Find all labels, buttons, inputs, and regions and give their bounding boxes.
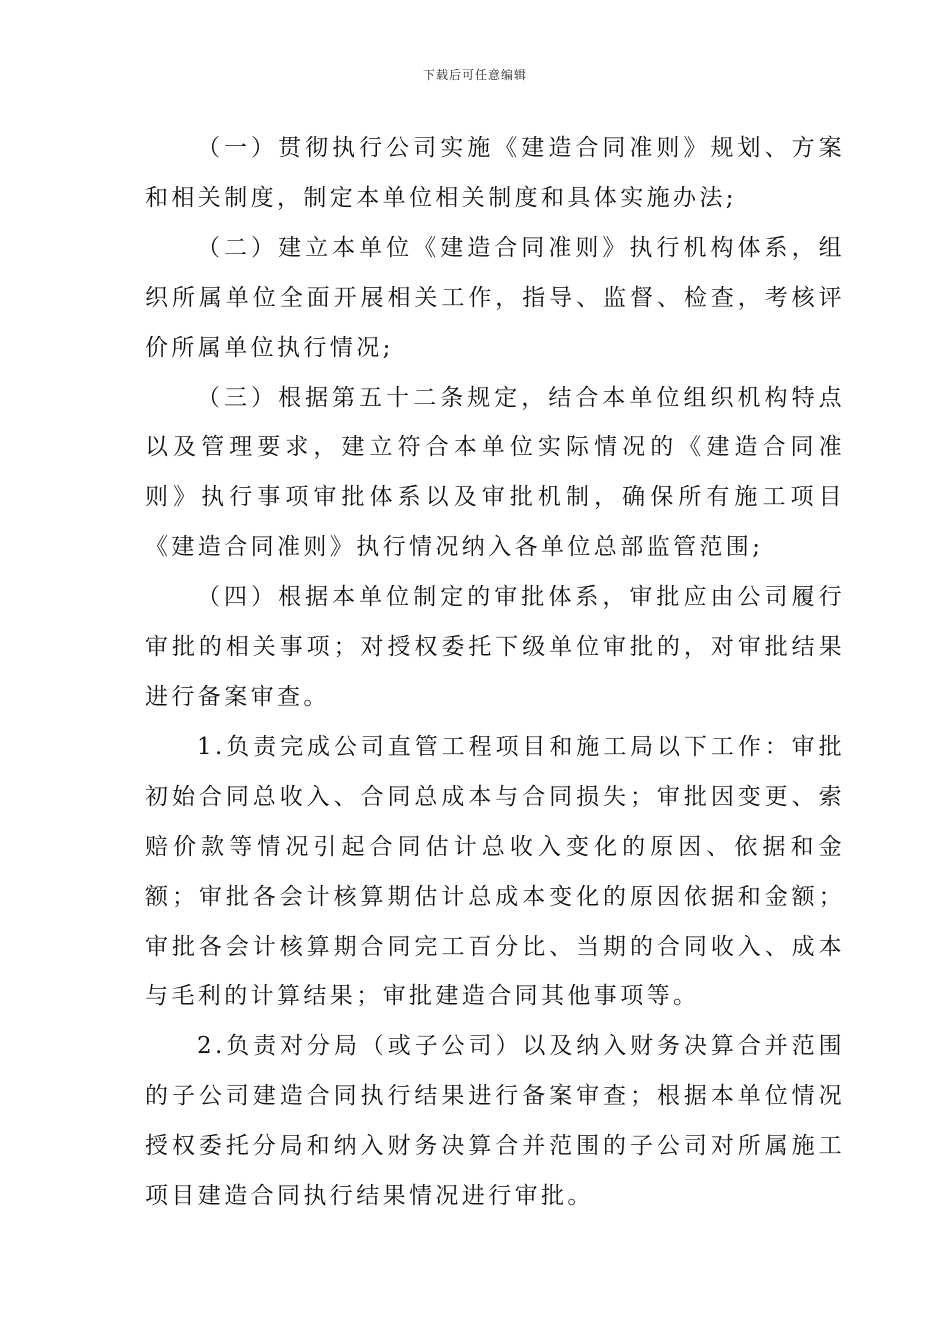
paragraph-2: （二）建立本单位《建造合同准则》执行机构体系，组织所属单位全面开展相关工作，指导、监督、检查，考核评价所属单位执行情况;	[145, 234, 845, 361]
paragraph-5: 1.负责完成公司直管工程项目和施工局以下工作：审批初始合同总收入、合同总成本与合同损失；审批因变更、索赔价款等情况引起合同估计总收入变化的原因、依据和金额；审批各会计核算期估计总成本变化的原因依据和金额；审批各会计核算期合同完工百分比、当期的合同收入、成本与毛利的计算结果；审批建造合同其他事项等。	[145, 733, 845, 1010]
paragraph-6: 2.负责对分局（或子公司）以及纳入财务决算合并范围的子公司建造合同执行结果进行备案审查；根据本单位情况授权委托分局和纳入财务决算合并范围的子公司对所属施工项目建造合同执行结果情况进行审批。	[145, 1033, 845, 1210]
header-note: 下载后可任意编辑	[422, 68, 527, 82]
paragraph-1: （一）贯彻执行公司实施《建造合同准则》规划、方案和相关制度，制定本单位相关制度和具体实施办法;	[145, 135, 845, 211]
paragraph-4: （四）根据本单位制定的审批体系，审批应由公司履行审批的相关事项；对授权委托下级单位审批的，对审批结果进行备案审查。	[145, 584, 845, 710]
paragraph-3: （三）根据第五十二条规定，结合本单位组织机构特点以及管理要求，建立符合本单位实际情况的《建造合同准则》执行事项审批体系以及审批机制，确保所有施工项目《建造合同准则》执行情况纳入各单位总部监管范围;	[145, 384, 845, 561]
document-body	[145, 124, 845, 1222]
